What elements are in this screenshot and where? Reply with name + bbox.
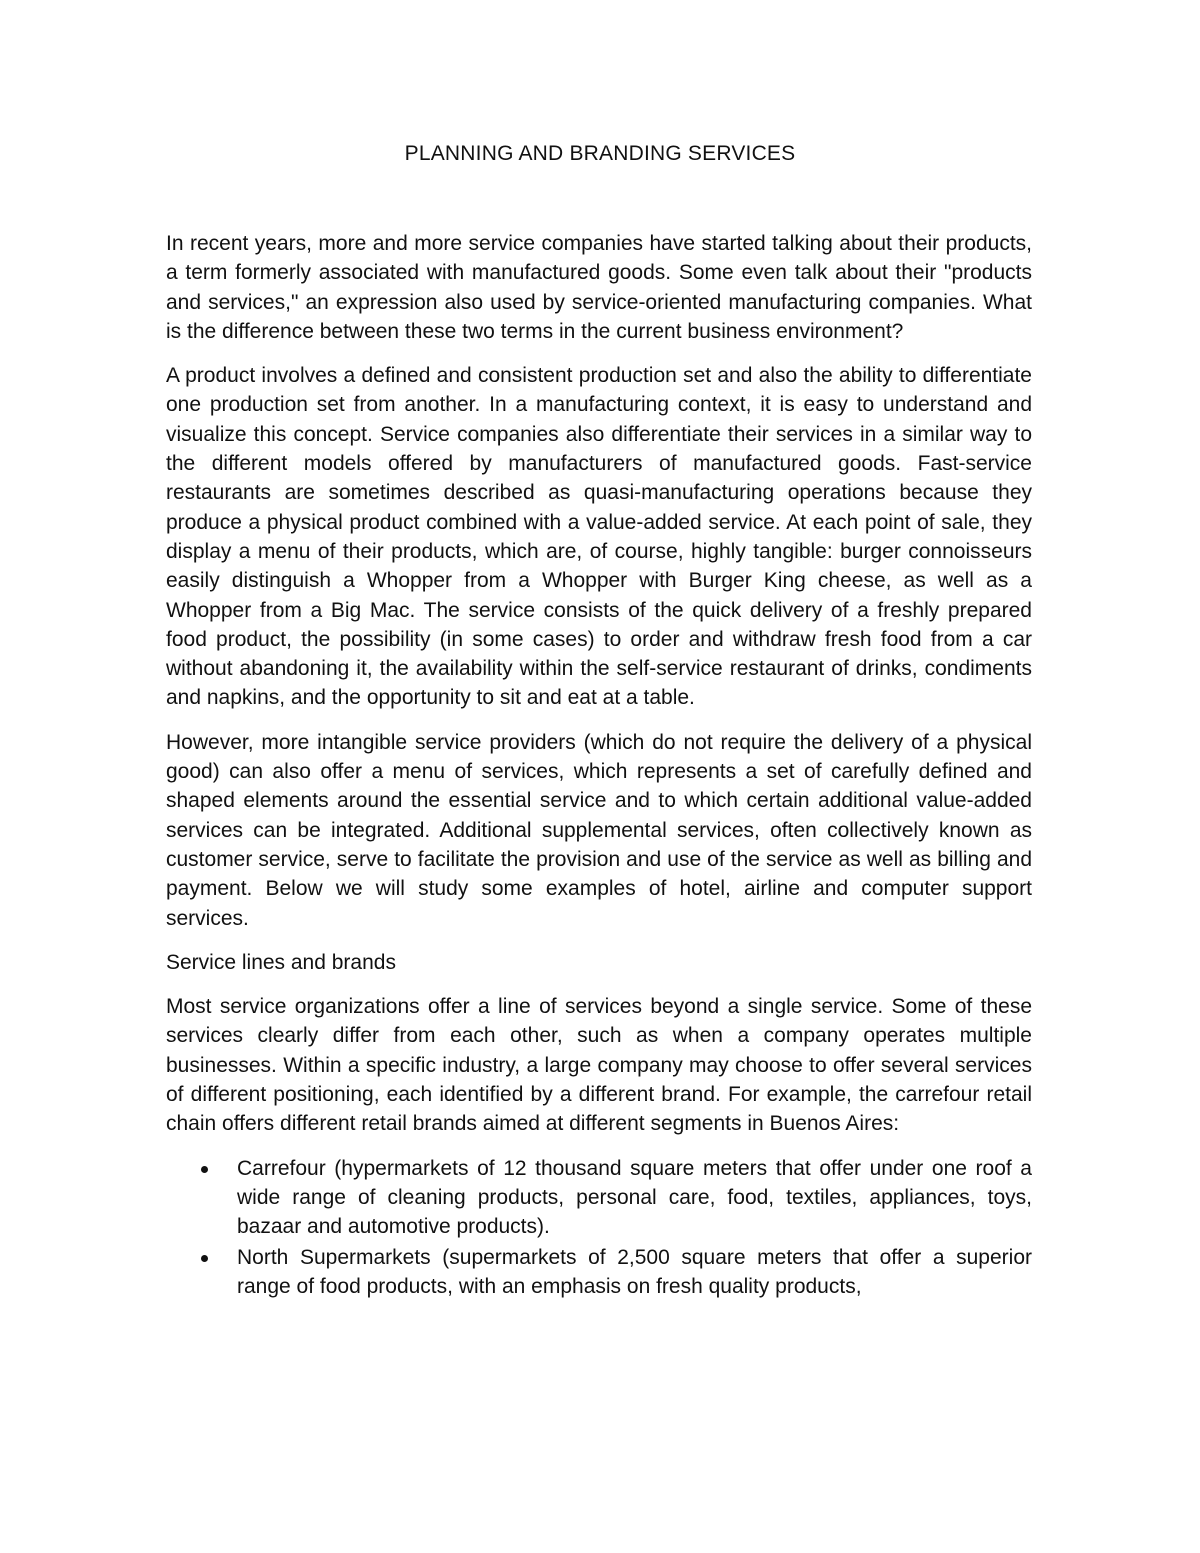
section-heading: Service lines and brands <box>166 950 396 974</box>
paragraph-product-definition: A product involves a defined and consistent production set and also the ability to differentiate one production set from another. In a manufacturing context, it is easy to understand and visualize this concept. Service companies also differentiate their services in a similar way to the different models offered by manufacturers of manufactured goods. Fast-service restaurants are sometimes described as quasi-manufacturing operations because they produce a physical product combined with a value-added service. At each point of sale, they display a menu of their products, which are, of course, highly tangible: burger connoisseurs easily distinguish a Whopper from a Whopper with Burger King cheese, as well as a Whopper from a Big Mac. The service consists of the quick delivery of a freshly prepared food product, the possibility (in some cases) to order and withdraw fresh food from a car without abandoning it, the availability within the self-service restaurant of drinks, condiments and napkins, and the opportunity to sit and eat at a table. <box>166 364 1032 710</box>
document-body <box>166 229 1032 1302</box>
bullet-text: Carrefour (hypermarkets of 12 thousand square meters that offer under one roof a wide range of cleaning products, personal care, food, textiles, appliances, toys, bazaar and automotive products). <box>237 1156 1032 1239</box>
document-title: PLANNING AND BRANDING SERVICES <box>404 142 796 165</box>
bullet-icon <box>201 1166 208 1173</box>
bullet-text: North Supermarkets (supermarkets of 2,500 square meters that offer a superior range of food products, with an emphasis on fresh quality products, <box>237 1245 1032 1298</box>
paragraph-service-lines: Most service organizations offer a line of services beyond a single service. Some of these services clearly differ from each other, such as when a company operates multiple businesses. Within a specific industry, a large company may choose to offer several services of different positioning, each identified by a different brand. For example, the carrefour retail chain offers different retail brands aimed at different segments in Buenos Aires: <box>166 995 1032 1136</box>
bullet-item <box>237 1154 1032 1242</box>
paragraph-intangible-services: However, more intangible service providers (which do not require the delivery of a physical good) can also offer a menu of services, which represents a set of carefully defined and shaped elements around the essential service and to which certain additional value-added services can be integrated. Additional supplemental services, often collectively known as customer service, serve to facilitate the provision and use of the service as well as billing and payment. Below we will study some examples of hotel, airline and computer support services. <box>166 730 1032 930</box>
bullet-item <box>237 1243 1032 1302</box>
paragraph-intro: In recent years, more and more service companies have started talking about their products, a term formerly associated with manufactured goods. Some even talk about their "products and services," an expression also used by service-oriented manufacturing companies. What is the difference between these two terms in the current business environment? <box>166 232 1032 343</box>
bullet-list <box>166 1154 1032 1301</box>
bullet-icon <box>201 1255 208 1262</box>
